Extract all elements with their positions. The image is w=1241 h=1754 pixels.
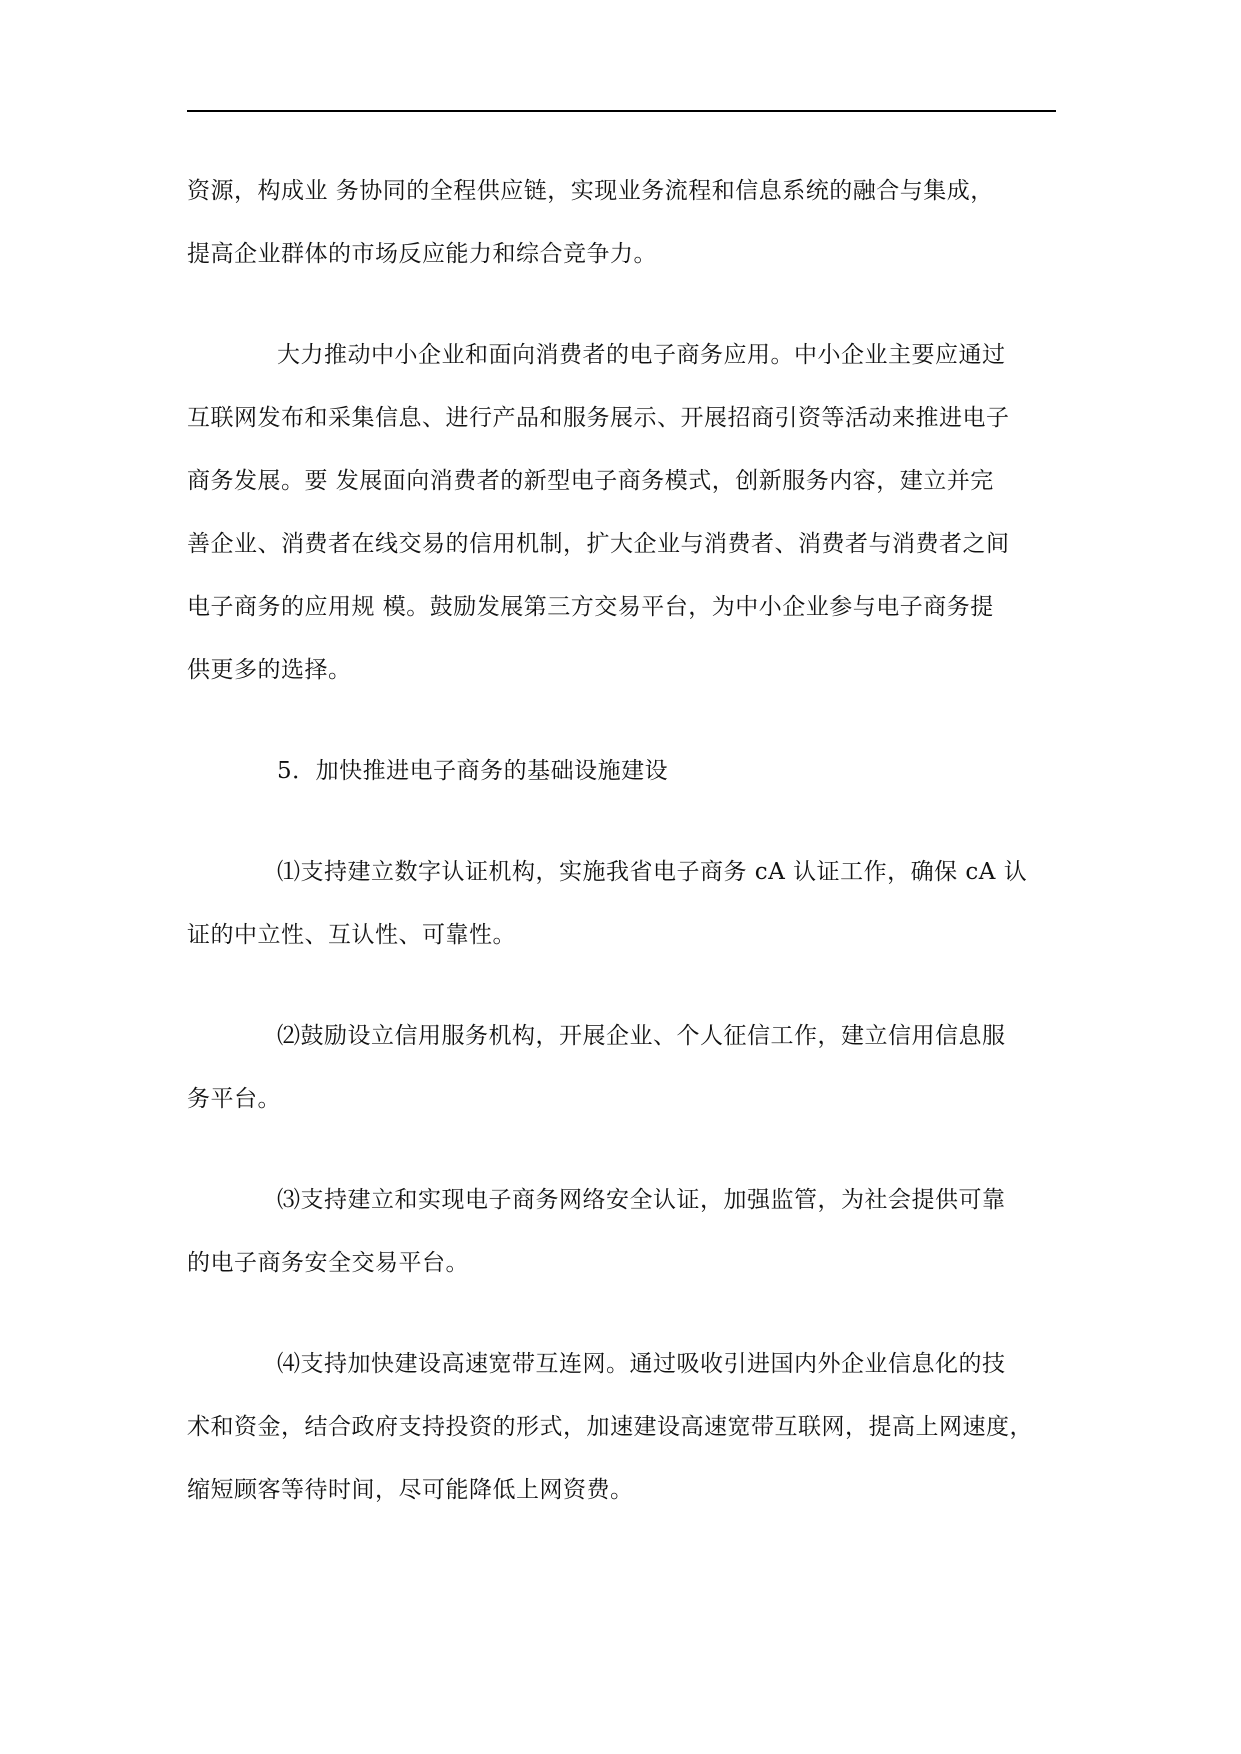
- paragraph-line: 缩短顾客等待时间，尽可能降低上网资费。: [187, 1477, 634, 1503]
- document-body: [187, 160, 1056, 1560]
- paragraph-line: 务平台。: [187, 1086, 281, 1112]
- paragraph-line: 商务发展。要 发展面向消费者的新型电子商务模式，创新服务内容，建立并完: [187, 468, 994, 494]
- list-item-3: [187, 1169, 1056, 1295]
- list-item-2: [187, 1005, 1056, 1131]
- paragraph-line: 大力推动中小企业和面向消费者的电子商务应用。中小企业主要应通过: [277, 342, 1006, 368]
- paragraph-line: ⑷支持加快建设高速宽带互连网。通过吸收引进国内外企业信息化的技: [277, 1351, 1006, 1377]
- paragraph-line: 术和资金，结合政府支持投资的形式，加速建设高速宽带互联网，提高上网速度，: [187, 1414, 1033, 1440]
- paragraph-line: 资源，构成业 务协同的全程供应链，实现业务流程和信息系统的融合与集成，: [187, 178, 994, 204]
- paragraph-line: 互联网发布和采集信息、进行产品和服务展示、开展招商引资等活动来推进电子: [187, 405, 1010, 431]
- list-item-4: [187, 1333, 1056, 1522]
- paragraph-1: [187, 160, 1056, 286]
- paragraph-line: 善企业、消费者在线交易的信用机制，扩大企业与消费者、消费者与消费者之间: [187, 531, 1010, 557]
- paragraph-line: 供更多的选择。: [187, 657, 352, 683]
- header-rule: [187, 110, 1056, 112]
- paragraph-line: 提高企业群体的市场反应能力和综合竞争力。: [187, 241, 657, 267]
- section-heading: [187, 740, 1056, 803]
- paragraph-line: 证的中立性、互认性、可靠性。: [187, 922, 516, 948]
- paragraph-line: ⑵鼓励设立信用服务机构，开展企业、个人征信工作，建立信用信息服: [277, 1023, 1006, 1049]
- paragraph-line: 5．加快推进电子商务的基础设施建设: [277, 758, 669, 784]
- paragraph-2: [187, 324, 1056, 702]
- paragraph-line: 的电子商务安全交易平台。: [187, 1250, 469, 1276]
- paragraph-line: 电子商务的应用规 模。鼓励发展第三方交易平台，为中小企业参与电子商务提: [187, 594, 994, 620]
- paragraph-line: ⑶支持建立和实现电子商务网络安全认证，加强监管，为社会提供可靠: [277, 1187, 1006, 1213]
- list-item-1: [187, 841, 1056, 967]
- paragraph-line: ⑴支持建立数字认证机构，实施我省电子商务 cA 认证工作，确保 cA 认: [277, 859, 1028, 885]
